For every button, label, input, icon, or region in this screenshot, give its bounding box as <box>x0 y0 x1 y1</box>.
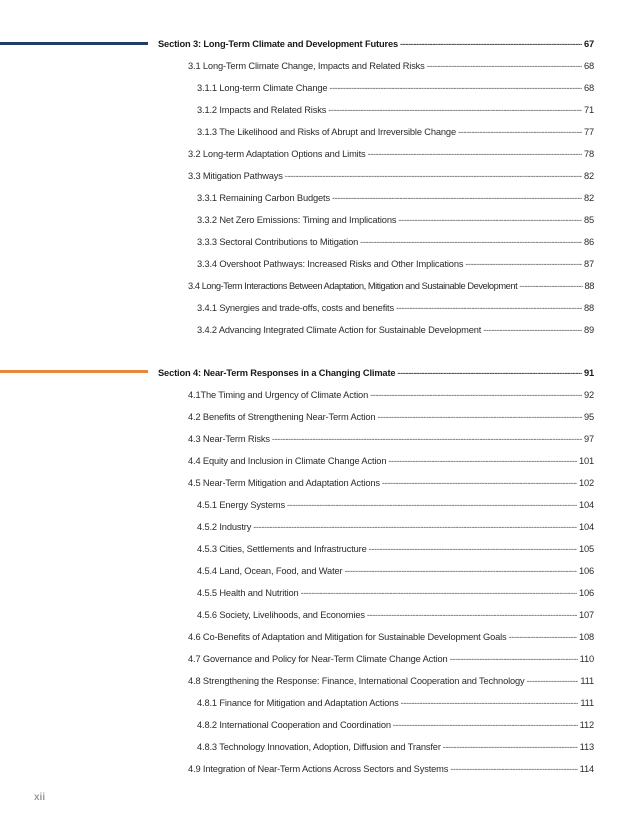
toc-entry-title: 4.5.2 Industry <box>197 522 252 532</box>
leader-dots <box>287 499 577 511</box>
toc-entry[interactable] <box>197 126 594 138</box>
toc-entry[interactable] <box>197 236 594 248</box>
toc-page-number: 110 <box>579 654 594 664</box>
toc-entry-title: 4.1The Timing and Urgency of Climate Action <box>188 390 369 400</box>
toc-page-number: 107 <box>578 610 594 620</box>
toc-entry-title: 4.5.5 Health and Nutrition <box>197 588 299 598</box>
toc-entry-title: 4.9 Integration of Near-Term Actions Across Sectors and Systems <box>188 764 449 774</box>
toc-entry-title: 4.8.1 Finance for Mitigation and Adaptation Actions <box>197 698 399 708</box>
toc-entry[interactable] <box>197 82 594 94</box>
toc-entry[interactable] <box>197 587 594 599</box>
leader-dots <box>369 543 577 555</box>
toc-entry-title: 3.3.3 Sectoral Contributions to Mitigation <box>197 237 359 247</box>
toc-entry[interactable] <box>188 631 594 643</box>
toc-entry-title: 3.4.2 Advancing Integrated Climate Action for Sustainable Development <box>197 325 482 335</box>
toc-entry[interactable] <box>197 192 594 204</box>
toc-entry-title: 3.3.4 Overshoot Pathways: Increased Risks and Other Implications <box>197 259 464 269</box>
leader-dots <box>397 367 582 379</box>
leader-dots <box>328 104 582 116</box>
leader-dots <box>377 411 582 423</box>
toc-entry-title: 4.5.1 Energy Systems <box>197 500 285 510</box>
toc-page-number: 104 <box>578 500 594 510</box>
toc-page-number: 82 <box>583 193 594 203</box>
toc-entry[interactable] <box>188 60 594 72</box>
toc-entry-title: 4.2 Benefits of Strengthening Near-Term Action <box>188 412 376 422</box>
toc-page-number: 82 <box>583 171 594 181</box>
leader-dots <box>450 653 578 665</box>
toc-entry-title: 3.1.2 Impacts and Related Risks <box>197 105 327 115</box>
toc-entry[interactable] <box>197 324 594 336</box>
toc-page-number: 87 <box>583 259 594 269</box>
toc-entry-title: 3.1.1 Long-term Climate Change <box>197 83 328 93</box>
toc-entry-title: 4.3 Near-Term Risks <box>188 434 270 444</box>
toc-entry-title: 3.1 Long-Term Climate Change, Impacts and Related Risks <box>188 61 425 71</box>
toc-page-number: 68 <box>583 61 594 71</box>
leader-dots <box>301 587 577 599</box>
toc-page-number: 68 <box>583 83 594 93</box>
toc-entry-title: 4.8 Strengthening the Response: Finance, International Cooperation and Technology <box>188 676 525 686</box>
toc-entry-title: 4.7 Governance and Policy for Near-Term Climate Change Action <box>188 654 448 664</box>
toc-entry-title: 4.4 Equity and Inclusion in Climate Change Action <box>188 456 387 466</box>
toc-entry-title: 4.5 Near-Term Mitigation and Adaptation Actions <box>188 478 380 488</box>
leader-dots <box>527 675 579 687</box>
toc-page-number: 71 <box>583 105 594 115</box>
toc-entry[interactable] <box>188 433 594 445</box>
toc-entry-title: Section 3: Long-Term Climate and Development Futures <box>158 39 398 49</box>
toc-entry[interactable] <box>188 280 594 292</box>
leader-dots <box>329 82 582 94</box>
leader-dots <box>388 455 577 467</box>
toc-entry-title: 3.3.2 Net Zero Emissions: Timing and Implications <box>197 215 397 225</box>
toc-page-number: 111 <box>580 698 594 708</box>
toc-entry[interactable] <box>188 763 594 775</box>
leader-dots <box>285 170 582 182</box>
toc-entry-title: 4.5.4 Land, Ocean, Food, and Water <box>197 566 343 576</box>
toc-entry[interactable] <box>188 389 594 401</box>
toc-page-number: 102 <box>578 478 594 488</box>
toc-page-number: 77 <box>583 127 594 137</box>
toc-page-number: 91 <box>583 368 594 378</box>
toc-entry[interactable] <box>188 477 594 489</box>
leader-dots <box>400 38 582 50</box>
leader-dots <box>253 521 577 533</box>
leader-dots <box>509 631 577 643</box>
toc-page-number: 92 <box>583 390 594 400</box>
toc-page-number: 85 <box>583 215 594 225</box>
toc-entry-title: 3.4.1 Synergies and trade-offs, costs and benefits <box>197 303 394 313</box>
leader-dots <box>272 433 582 445</box>
leader-dots <box>443 741 578 753</box>
leader-dots <box>396 302 582 314</box>
leader-dots <box>398 214 582 226</box>
toc-page-number: 104 <box>578 522 594 532</box>
leader-dots <box>393 719 578 731</box>
toc-page-number: 67 <box>583 39 594 49</box>
toc-entry-title: 3.2 Long-term Adaptation Options and Limits <box>188 149 366 159</box>
toc-entry[interactable] <box>197 697 594 709</box>
toc-page-number: 78 <box>583 149 594 159</box>
toc-page-number: 112 <box>579 720 594 730</box>
toc-page-number: 101 <box>578 456 594 466</box>
leader-dots <box>370 389 582 401</box>
toc-page-number: 88 <box>583 303 594 313</box>
toc-entry[interactable] <box>188 455 594 467</box>
toc-page-number: 113 <box>579 742 594 752</box>
toc-entry-title: 4.6 Co-Benefits of Adaptation and Mitigation for Sustainable Development Goals <box>188 632 507 642</box>
toc-entry-title: 3.1.3 The Likelihood and Risks of Abrupt and Irreversible Change <box>197 127 456 137</box>
toc-entry[interactable] <box>188 148 594 160</box>
leader-dots <box>344 565 576 577</box>
toc-entry[interactable] <box>197 104 594 116</box>
toc-entry[interactable] <box>197 719 594 731</box>
leader-dots <box>427 60 582 72</box>
toc-page-number: 86 <box>583 237 594 247</box>
toc-entry-title: 3.3 Mitigation Pathways <box>188 171 283 181</box>
toc-entry[interactable] <box>197 214 594 226</box>
leader-dots <box>360 236 582 248</box>
toc-page-number: 108 <box>578 632 594 642</box>
toc-entry[interactable] <box>197 499 594 511</box>
toc-entry-title: 4.8.3 Technology Innovation, Adoption, Diffusion and Transfer <box>197 742 441 752</box>
toc-page-number: 88 <box>584 281 594 291</box>
toc-entry[interactable] <box>197 302 594 314</box>
leader-dots <box>401 697 579 709</box>
toc-entry[interactable] <box>188 411 594 423</box>
toc-entry[interactable] <box>197 521 594 533</box>
toc-section-4-heading[interactable] <box>158 367 594 379</box>
toc-entry-title: Section 4: Near-Term Responses in a Changing Climate <box>158 368 396 378</box>
toc-entry[interactable] <box>188 170 594 182</box>
toc-entry[interactable] <box>197 258 594 270</box>
toc-entry-title: 3.4 Long-Term Interactions Between Adaptation, Mitigation and Sustainable Development <box>188 281 518 291</box>
toc-entry[interactable] <box>197 741 594 753</box>
toc-entry[interactable] <box>188 653 594 665</box>
toc-page-number: 106 <box>578 588 594 598</box>
section-4-divider-rule <box>0 370 148 373</box>
leader-dots <box>483 324 582 336</box>
toc-page-number: 105 <box>578 544 594 554</box>
toc-entry[interactable] <box>197 609 594 621</box>
page-folio: xii <box>34 792 46 803</box>
toc-section-3-heading[interactable] <box>158 38 594 50</box>
leader-dots <box>367 609 577 621</box>
toc-page-number: 114 <box>579 764 594 774</box>
toc-page-number: 97 <box>583 434 594 444</box>
toc-entry[interactable] <box>197 565 594 577</box>
toc-page-number: 89 <box>583 325 594 335</box>
toc-entry[interactable] <box>188 675 594 687</box>
toc-page-number: 106 <box>578 566 594 576</box>
section-3-divider-rule <box>0 42 148 45</box>
toc-page-number: 111 <box>580 676 594 686</box>
leader-dots <box>465 258 582 270</box>
toc-entry-title: 3.3.1 Remaining Carbon Budgets <box>197 193 330 203</box>
toc-entry-title: 4.5.3 Cities, Settlements and Infrastructure <box>197 544 367 554</box>
toc-entry-title: 4.8.2 International Cooperation and Coordination <box>197 720 391 730</box>
leader-dots <box>332 192 582 204</box>
toc-entry[interactable] <box>197 543 594 555</box>
leader-dots <box>382 477 577 489</box>
leader-dots <box>458 126 582 138</box>
toc-entry-title: 4.5.6 Society, Livelihoods, and Economies <box>197 610 365 620</box>
leader-dots <box>368 148 582 160</box>
leader-dots <box>450 763 577 775</box>
toc-page-number: 95 <box>583 412 594 422</box>
leader-dots <box>519 280 582 292</box>
